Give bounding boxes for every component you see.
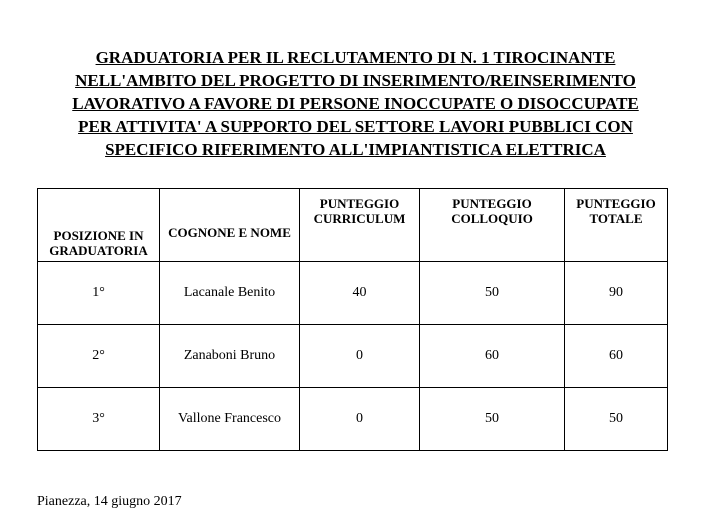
header-position: [38, 189, 160, 262]
header-line: POSIZIONE IN: [53, 228, 144, 243]
header-line: COLLOQUIO: [451, 211, 533, 226]
table-row: [38, 262, 668, 325]
place-date: Pianezza, 14 giugno 2017: [37, 494, 182, 509]
header-line: CURRICULUM: [313, 211, 406, 226]
cell-total-score: 60: [565, 325, 668, 388]
ranking-table: [37, 188, 668, 451]
table-header-row: [38, 189, 668, 262]
header-interview-score: [420, 189, 565, 262]
table-row: [38, 325, 668, 388]
title-line: GRADUATORIA PER IL RECLUTAMENTO DI N. 1 TIROCINANTE: [95, 48, 616, 67]
header-line: GRADUATORIA: [49, 243, 148, 258]
header-line: TOTALE: [589, 211, 643, 226]
cell-name: Lacanale Benito: [160, 262, 300, 325]
cell-total-score: 50: [565, 388, 668, 451]
cell-position: 1°: [38, 262, 160, 325]
title-line: PER ATTIVITA' A SUPPORTO DEL SETTORE LAVORI PUBBLICI CON: [78, 117, 633, 136]
cell-total-score: 90: [565, 262, 668, 325]
title-line: NELL'AMBITO DEL PROGETTO DI INSERIMENTO/REINSERIMENTO: [75, 71, 636, 90]
header-line: PUNTEGGIO: [452, 196, 532, 211]
title-line: SPECIFICO RIFERIMENTO ALL'IMPIANTISTICA ELETTRICA: [105, 140, 606, 159]
header-curriculum-score: [300, 189, 420, 262]
header-line: PUNTEGGIO: [576, 196, 656, 211]
cell-position: 3°: [38, 388, 160, 451]
document-title: [20, 46, 691, 161]
title-line: LAVORATIVO A FAVORE DI PERSONE INOCCUPATE O DISOCCUPATE: [72, 94, 639, 113]
cell-interview-score: 50: [420, 262, 565, 325]
header-name: [160, 189, 300, 262]
cell-name: Zanaboni Bruno: [160, 325, 300, 388]
table-row: [38, 388, 668, 451]
header-line: COGNONE E NOME: [168, 224, 291, 240]
cell-curriculum-score: 0: [300, 325, 420, 388]
cell-position: 2°: [38, 325, 160, 388]
header-line: PUNTEGGIO: [319, 196, 400, 211]
cell-interview-score: 50: [420, 388, 565, 451]
cell-curriculum-score: 0: [300, 388, 420, 451]
cell-curriculum-score: 40: [300, 262, 420, 325]
header-total-score: [565, 189, 668, 262]
cell-name: Vallone Francesco: [160, 388, 300, 451]
cell-interview-score: 60: [420, 325, 565, 388]
